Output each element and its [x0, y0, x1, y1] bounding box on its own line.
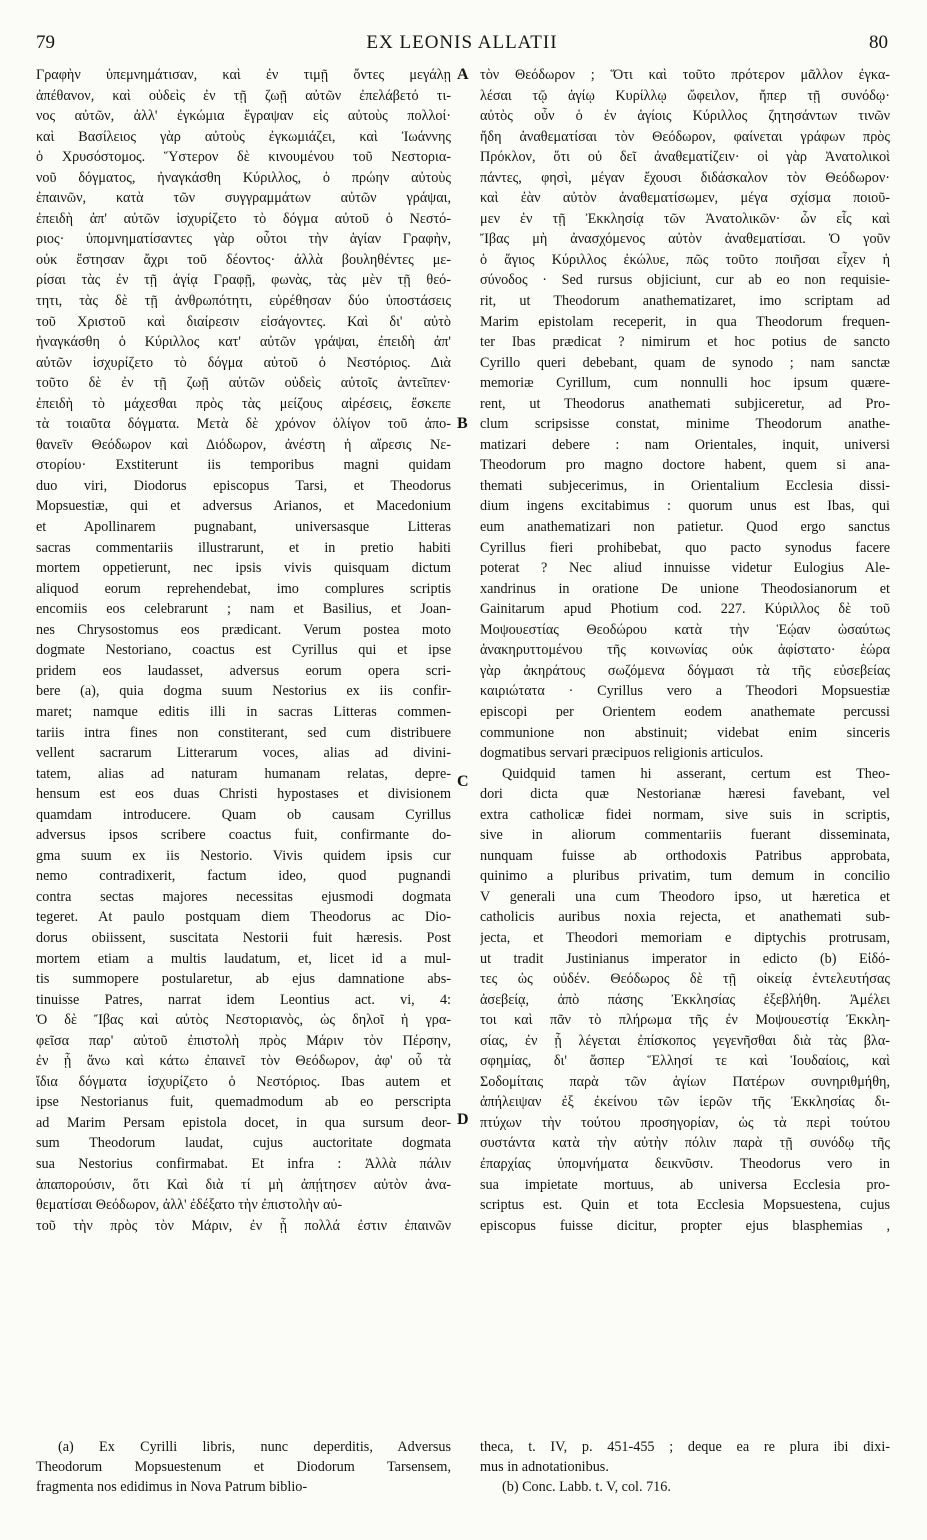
text-line: tis summopere postularetur, ab ejus damnatione abs- — [36, 971, 451, 988]
text-line: σίας, ἐν ᾗ λέγεται ἐπίσκοπος γεγενῆσθαι διὰ τὰς βλα- — [480, 1032, 890, 1049]
text-line: Cyrillo queri debebant, quam de synodo ; nam sanctæ — [480, 354, 890, 371]
text-line: pridem eos laudasset, adversus eorum opera scri- — [36, 662, 451, 679]
text-line: xandrinus in oratione De unione Theodosianorum et — [480, 580, 890, 597]
text-line: sum Theodorum laudat, cujus auctoritate dogmata — [36, 1135, 451, 1152]
text-line: theca, t. IV, p. 451-455 ; deque ea re plura ibi dixi- — [480, 1439, 890, 1455]
text-line: ad Marim Persam epistola docet, in qua sursum deor- — [36, 1114, 451, 1131]
text-line: gma suum ex iis Nestorio. Vivis quidem ipsis cur — [36, 847, 451, 864]
text-line: Cyrillus fieri prohibebat, quo pacto synodus facere — [480, 539, 890, 556]
text-line: ἀπαπορούσιν, ὅτι Καὶ διὰ τί μὴ ἀπῄτησεν αὐτὸν ἀνα- — [36, 1176, 451, 1193]
text-line: contra sectas majores necessitas ejusmodi dogmata — [36, 888, 451, 905]
text-line: memoriæ Cyrillum, cum nonnulli hoc ipsum quære- — [480, 375, 890, 392]
text-line: scriptus est. Quin et tota Ecclesia Mopsuestena, cujus — [480, 1197, 890, 1214]
text-line: Πρόκλον, ὅτι οὐ δεῖ ἀναθεματίζειν· οἱ γὰρ Ἀνατολικοὶ — [480, 149, 890, 166]
text-line: θανεῖν Θεόδωρον καὶ Διόδωρον, ἀνέστη ἡ αἵρεσις Νε- — [36, 436, 451, 453]
text-line: μεν ἐν τῇ Ἐκκλησίᾳ τῶν Ἀνατολικῶν· ὧν εἷς καὶ — [480, 210, 890, 227]
text-line: ἐπαρχίας ὑπομνήματα δεικνῦσιν. Theodorus vero in — [480, 1155, 890, 1172]
text-line: dogmatibus servari præcipuos religionis articulos. — [480, 745, 764, 762]
text-line: tegeret. At paulo postquam diem Theodorus ac Dio- — [36, 909, 451, 926]
text-line: sua impietate mortuus, ab universa Ecclesia pro- — [480, 1176, 890, 1193]
footnotes-left — [36, 1437, 451, 1497]
text-line: Theodorum pro magno doctore habent, quem si ana- — [480, 457, 890, 474]
text-line: adversus ipsos scribere coactus fuit, confirmante do- — [36, 827, 451, 844]
text-line: πάντες, φησὶ, μέγαν ἔχουσι διδάσκαλον τὸν Θεόδωρον· — [480, 169, 890, 186]
text-line: ἠναγκάσθη ὁ Κύριλλος κατ' αὐτῶν γράψαι, ἐπειδὴ ἀπ' — [36, 334, 451, 351]
text-line: nemo contradixerit, factum ideo, quod pugnandi — [36, 868, 451, 885]
text-line: σύνοδος · Sed rursus objiciunt, cur ab eo non requisie- — [480, 272, 890, 289]
text-line: (b) Conc. Labb. t. V, col. 716. — [502, 1479, 671, 1495]
text-line: communione non abstinuit; videbat enim sinceris — [480, 724, 890, 741]
text-line: ut tradit Justinianus imperator in edicto (b) Εἰδό- — [480, 950, 890, 967]
text-line: sive in aliorum commentariis fuerant disseminata, — [480, 827, 890, 844]
text-line: mus in adnotationibus. — [480, 1459, 609, 1475]
text-line: Theodorum Mopsuestenum et Diodorum Tarsensem, — [36, 1459, 451, 1475]
text-line: mortem oppetierunt, nec ipsis vivis quisquam dictum — [36, 560, 451, 577]
text-line: ἐν ᾗ ἄνω καὶ κάτω ἐπαινεῖ τὸν Θεόδωρον, ἀφ' οὗ τὰ — [36, 1053, 451, 1070]
page-number-right: 80 — [869, 32, 888, 53]
text-line: tariis intra fines non constiterant, sed cum distribuere — [36, 724, 451, 741]
margin-letter-c: C — [457, 773, 469, 790]
right-column — [480, 65, 890, 1437]
text-line: V generali una cum Theodoro ipso, ut hæretica et — [480, 888, 890, 905]
text-line: καὶ Βασίλειος γὰρ αὐτοὺς ἐγκωμιάζει, καὶ Ἰωάννης — [36, 128, 451, 145]
text-line: τοῦτο δὲ ἐν τῇ ζωῇ αὐτῶν οὐδεὶς αὐτοῖς ἀντεῖπεν· — [36, 375, 451, 392]
text-line: ρίσαι τὰς ἐν τῇ ἁγίᾳ Γραφῇ, φωνὰς, τὰς μὲν τῇ θεό- — [36, 272, 451, 289]
text-line: ἐπειδὴ ἀπ' αὐτῶν ἰσχυρίζετο τὸ δόγμα αὐτοῦ ὁ Νεστό- — [36, 210, 451, 227]
text-line: rent, ut Theodorus anathemati subjiceretur, ad Pro- — [480, 395, 890, 412]
text-line: dori dicta quæ Nestorianæ hæresi favebant, vel — [480, 786, 890, 803]
text-line: τοι καὶ πᾶν τὸ πλήρωμα τῆς ἐν Μοψουεστίᾳ Ἐκκλη- — [480, 1012, 890, 1029]
text-line: τες ὡς οὐδέν. Θεόδωρος δὲ τῇ οἰκείᾳ ἐντελευτήσας — [480, 971, 890, 988]
text-line: ἀσεβείᾳ, ἀπὸ πάσης Ἐκκλησίας ἐξεβλήθη. Ἀμέλει — [480, 991, 890, 1008]
text-line: τοῦ Χριστοῦ καὶ διαίρεσιν εἰσάγοντες. Καὶ δι' αὐτὸ — [36, 313, 451, 330]
text-line: Gainitarum apud Photium cod. 227. Κύριλλος δὲ τοῦ — [480, 601, 890, 618]
text-line: quamdam introducere. Quam ob causam Cyrillus — [36, 806, 451, 823]
text-line: γὰρ ἀκηράτους σωζόμενα δόγμασι τὰ τῆς εὐσεβείας — [480, 662, 890, 679]
text-line: τὸν Θεόδωρον ; Ὅτι καὶ τοῦτο πρότερον μᾶλλον ἐγκα- — [480, 67, 890, 83]
text-line: nes Chrysostomus eos prædicant. Verum postea moto — [36, 621, 451, 638]
text-line: καιριώτατα · Cyrillus vero a Theodori Mopsuestiæ — [480, 683, 890, 700]
text-line: αὐτῶν ἰσχυρίζετο τὸ δόγμα αὐτοῦ ὁ Νεστόριος. Διὰ — [36, 354, 451, 371]
margin-letter-d: D — [457, 1111, 469, 1128]
text-line: dogmate Nestoriano, coactus est Cyrillus qui et ipse — [36, 642, 451, 659]
text-line: poterat ? Nec aliud innuisse videtur Eulogius Ale- — [480, 560, 890, 577]
text-line: dium ingens excitabimus : quorum unus est Ibas, qui — [480, 498, 890, 515]
margin-letter-a: A — [457, 66, 469, 83]
text-line: λέσαι τῷ ἁγίῳ Κυρίλλῳ ὤφειλον, ἤπερ τῇ συνόδῳ· — [480, 87, 890, 104]
text-line: vellent sacrarum Litterarum voces, alias ad divini- — [36, 745, 451, 762]
text-line: ἀπήλειψαν ἐξ ἐκείνου τῶν ἱερῶν τῆς Ἐκκλησίας δι- — [480, 1094, 890, 1111]
text-line: matizari debere : nam Orientales, inquit, universi — [480, 436, 890, 453]
text-line: encomiis eos celebrarunt ; nam et Basilius, et Joan- — [36, 601, 451, 618]
text-line: catholicis auribus noxia rejecta, et anathemati sub- — [480, 909, 890, 926]
text-line: αὐτὸς οὖν ὁ ἐν ἁγίοις Κύριλλος ζητησάντων τινῶν — [480, 108, 890, 125]
text-line: nunquam fuisse ab orthodoxis Patribus approbata, — [480, 847, 890, 864]
text-line: episcopi per Orientem eodem anathemate percussi — [480, 703, 890, 720]
text-line: sua Nestorius confirmabat. Et infra : Ἀλλὰ πάλιν — [36, 1155, 451, 1172]
text-line: Marim epistolam receperit, in qua Theodorum frequen- — [480, 313, 890, 330]
text-line: tinuisse Patres, narrat idem Leontius act. vi, 4: — [36, 991, 451, 1008]
text-line: οὐκ ἔστησαν ἄχρι τοῦ δέοντος· ἀλλὰ βουληθέντες με- — [36, 251, 451, 268]
margin-letter-b: B — [457, 415, 468, 432]
text-line: ριος· ὑπομνηματίσαντες γὰρ οὗτοι τὴν ἁγίαν Γραφὴν, — [36, 231, 451, 248]
text-line: rit, ut Theodorum anathematizaret, imo scriptam ad — [480, 293, 890, 310]
text-line: mortem etiam a multis laudatum, et, licet id a mul- — [36, 950, 451, 967]
text-line: tatem, alias ad naturam humanam relatas, depre- — [36, 765, 451, 782]
text-line: Ἴβας μὴ ἀνασχόμενος αὐτὸν ἀναθεματίσαι. Ὁ γοῦν — [480, 231, 890, 248]
text-line: σφημίας, δι' ἅσπερ Ἕλλησί τε καὶ Ἰουδαίοις, καὶ — [480, 1053, 890, 1070]
text-line: aliquod eorum reprehendebat, imo complures scriptis — [36, 580, 451, 597]
text-line: extra catholicæ fidei normam, sive suis in scriptis, — [480, 806, 890, 823]
text-line: Quidquid tamen hi asserant, certum est Theo- — [502, 765, 890, 782]
text-line: τὰ τοιαῦτα δόγματα. Μετὰ δὲ χρόνον ὀλίγον τοῦ ἀπο- — [36, 416, 451, 433]
text-line: Γραφὴν ὑπεμνημάτισαν, καὶ ἐν τιμῇ ὄντες μεγάλῃ — [36, 67, 451, 83]
text-line: jecta, et Theodori memoriam e diptychis protrusam, — [480, 929, 890, 946]
text-line: καὶ ἐὰν αὐτὸν ἀναθεματίσωμεν, μέγα σχίσμα ποιοῦ- — [480, 190, 890, 207]
text-line: ipse Nestorianus fuit, quemadmodum ab eo perscripta — [36, 1094, 451, 1111]
text-line: quinimo a pluribus privatim, tum demum in concilio — [480, 868, 890, 885]
text-line: episcopus fuisse dicitur, propter ejus blasphemias , — [480, 1217, 890, 1234]
running-header — [36, 32, 888, 58]
text-line: duo viri, Diodorus episcopus Tarsi, et Theodorus — [36, 477, 451, 494]
text-line: φεῖσα παρ' αὐτοῦ ἐπιστολὴ πρὸς Μάριν τὸν Πέρσην, — [36, 1032, 451, 1049]
text-line: τητι, τὰς δὲ τῇ ἀνθρωπότητι, εὑρέθησαν δύο ὑποστάσεις — [36, 293, 451, 310]
text-line: themati subjecerimus, in Orientalium Ecclesia dissi- — [480, 477, 890, 494]
text-line: Mopsuestiæ, qui et adversus Arianos, et Macedonium — [36, 498, 451, 515]
running-head-title: EX LEONIS ALLATII — [366, 32, 558, 53]
text-line: θεματίσαι Θεόδωρον, ἀλλ' ἐδέξατο τὴν ἐπιστολὴν αὐ- — [36, 1197, 343, 1214]
text-line: ὁ ἅγιος Κύριλλος ἐκώλυε, πῶς τοῦτο ποιῆσαι εἶχεν ἡ — [480, 251, 890, 268]
text-line: et Apollinarem pugnabant, universasque Litteras — [36, 519, 451, 536]
text-line: πτύχων τὴν τούτου προσηγορίαν, ὡς τὰ περὶ τούτου — [480, 1114, 890, 1131]
text-line: ἐπαινῶν, κατὰ τῶν συγγραμμάτων αὐτῶν γράψαι, — [36, 190, 451, 207]
text-line: bere (a), quia dogma suum Nestorius ex iis confir- — [36, 683, 451, 700]
text-line: eum anathematizari non patietur. Quod ergo sanctus — [480, 519, 890, 536]
text-line: dorus obiissent, suscitata Nestorii fuit hæresis. Post — [36, 929, 451, 946]
text-line: ἀνακηρυττομένου τῆς κοινωνίας οὐκ ἀφίστατο· ἑώρα — [480, 642, 890, 659]
page-number-left: 79 — [36, 32, 55, 53]
text-line: συστάντα κατὰ τὴν αὐτὴν πόλιν παρὰ τῇ συνόδῳ τῆς — [480, 1135, 890, 1152]
text-line: ἤδη ἀναθεματίσαι τὸν Θεόδωρον, φαίνεται γράφων πρὸς — [480, 128, 890, 145]
text-line: ἐπειδὴ τὸ μάχεσθαι πρὸς τὰς μείζους αἱρέσεις, ἔσκεπε — [36, 395, 451, 412]
text-line: hensum est eos duas Christi hypostases et divisionem — [36, 786, 451, 803]
text-line: clum scripsisse constat, minime Theodorum anathe- — [480, 416, 890, 433]
text-line: νος αὐτῶν, ἀλλ' ἐγκώμια ἔγραψαν εἰς αὐτοὺς πολλοί· — [36, 108, 451, 125]
text-line: ἴδια δόγματα ἰσχυρίζετο ὁ Νεστόριος. Ibas autem et — [36, 1073, 451, 1090]
text-line: τοῦ τὴν πρὸς τὸν Μάριν, ἐν ᾗ πολλά ἐστιν ἐπαινῶν — [36, 1217, 451, 1234]
text-line: ὁ Χρυσόστομος. Ὕστερον δὲ κινουμένου τοῦ Νεστορια- — [36, 149, 451, 166]
left-column — [36, 65, 451, 1437]
text-line: Ὁ δὲ Ἴβας καὶ αὐτὸς Νεστοριανὸς, ὡς δηλοῖ ἡ γρα- — [36, 1012, 451, 1029]
text-line: Μοψουεστίας Θεοδώρου κατὰ τὴν Ἑῴαν ὡσαύτως — [480, 621, 890, 638]
text-line: (a) Ex Cyrilli libris, nunc deperditis, Adversus — [58, 1439, 451, 1455]
text-line: ἀπέθανον, καὶ οὐδεὶς ἐν τῇ ζωῇ αὐτῶν ἐπελάβετό τι- — [36, 87, 451, 104]
text-line: maret; namque editis illi in sacras Litteras commen- — [36, 703, 451, 720]
footnotes-right — [480, 1437, 890, 1497]
text-line: fragmenta nos edidimus in Nova Patrum biblio- — [36, 1479, 308, 1495]
text-line: sacras commentariis illustrarunt, et in pretio habiti — [36, 539, 451, 556]
text-line: νοῦ δόγματος, ἠναγκάσθη Κύριλλος, ὁ πρώην αὐτοὺς — [36, 169, 451, 186]
text-line: ter Ibas prædicat ? nimirum et hoc potius de sancto — [480, 334, 890, 351]
text-line: στορίου· Exstiterunt iis temporibus magni quidam — [36, 457, 451, 474]
text-line: Σοδομίταις παρὰ τῶν ἁγίων Πατέρων συνηριθμήθη, — [480, 1073, 890, 1090]
